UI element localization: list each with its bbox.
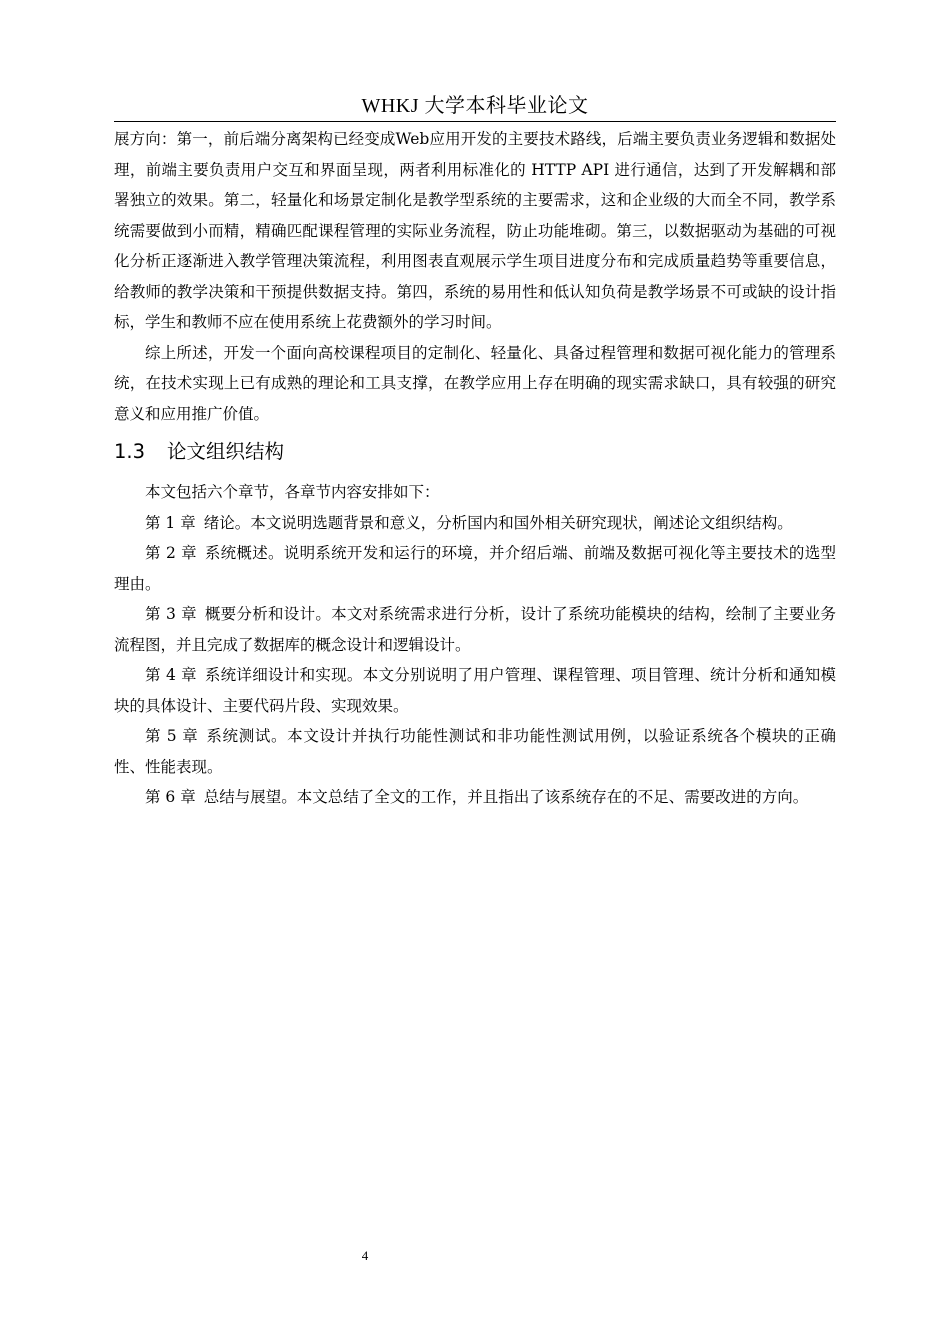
chapter-text: 概要分析和设计。本文对系统需求进行分析，设计了系统功能模块的结构，绘制了主要业务流程图，并且完成了数据库的概念设计和逻辑设计。 <box>114 605 836 654</box>
section-intro: 本文包括六个章节，各章节内容安排如下： <box>145 483 440 501</box>
chapter-item <box>114 660 836 721</box>
chapter-text: 系统详细设计和实现。本文分别说明了用户管理、课程管理、项目管理、统计分析和通知模块的具体设计、主要代码片段、实现效果。 <box>114 666 836 715</box>
chapter-item <box>114 599 836 660</box>
chapter-item <box>114 782 836 813</box>
page-number: 4 <box>361 1248 369 1263</box>
chapter-item <box>114 508 836 539</box>
chapter-label: 第 5 章 <box>145 727 199 745</box>
chapter-label: 第 2 章 <box>145 544 197 562</box>
chapter-label: 第 6 章 <box>145 788 196 806</box>
chapter-item <box>114 721 836 782</box>
chapter-text: 绪论。本文说明选题背景和意义，分析国内和国外相关研究现状，阐述论文组织结构。 <box>203 513 793 532</box>
section-number: 1.3 <box>114 440 146 463</box>
chapter-label: 第 1 章 <box>145 513 196 532</box>
chapter-text: 系统测试。本文设计并执行功能性测试和非功能性测试用例，以验证系统各个模块的正确性、性能表现。 <box>114 727 836 776</box>
section-title: 论文组织结构 <box>167 440 285 463</box>
chapter-label: 第 3 章 <box>145 605 197 623</box>
paragraph-summary: 综上所述，开发一个面向高校课程项目的定制化、轻量化、具备过程管理和数据可视化能力的管理系统，在技术实现上已有成熟的理论和工具支撑，在教学应用上存在明确的现实需求缺口，具有较强的研究意义和应用推广价值。 <box>114 343 836 423</box>
chapter-text: 系统概述。说明系统开发和运行的环境，并介绍后端、前端及数据可视化等主要技术的选型理由。 <box>114 544 836 593</box>
body-text <box>114 124 836 813</box>
running-header: WHKJ 大学本科毕业论文 <box>361 95 589 117</box>
chapter-label: 第 4 章 <box>145 666 197 684</box>
section-heading <box>114 435 836 469</box>
paragraph-continued: 展方向：第一，前后端分离架构已经变成Web应用开发的主要技术路线，后端主要负责业务逻辑和数据处理，前端主要负责用户交互和界面呈现，两者利用标准化的 HTTP API 进行通信，达到了开发解耦和部署独立的效果。第二，轻量化和场景定制化是教学型系统的主要需求，这和企业级的大而全不同，教学系统需要做到小而精，精确匹配课程管理的实际业务流程，防止功能堆砌。第三，以数据驱动为基础的可视化分析正逐渐进入教学管理决策流程，利用图表直观展示学生项目进度分布和完成质量趋势等重要信息，给教师的教学决策和干预提供数据支持。第四，系统的易用性和低认知负荷是教学场景不可或缺的设计指标，学生和教师不应在使用系统上花费额外的学习时间。 <box>114 130 836 331</box>
chapter-text: 总结与展望。本文总结了全文的工作，并且指出了该系统存在的不足、需要改进的方向。 <box>203 788 809 806</box>
header-rule <box>114 121 836 122</box>
chapter-item <box>114 538 836 599</box>
